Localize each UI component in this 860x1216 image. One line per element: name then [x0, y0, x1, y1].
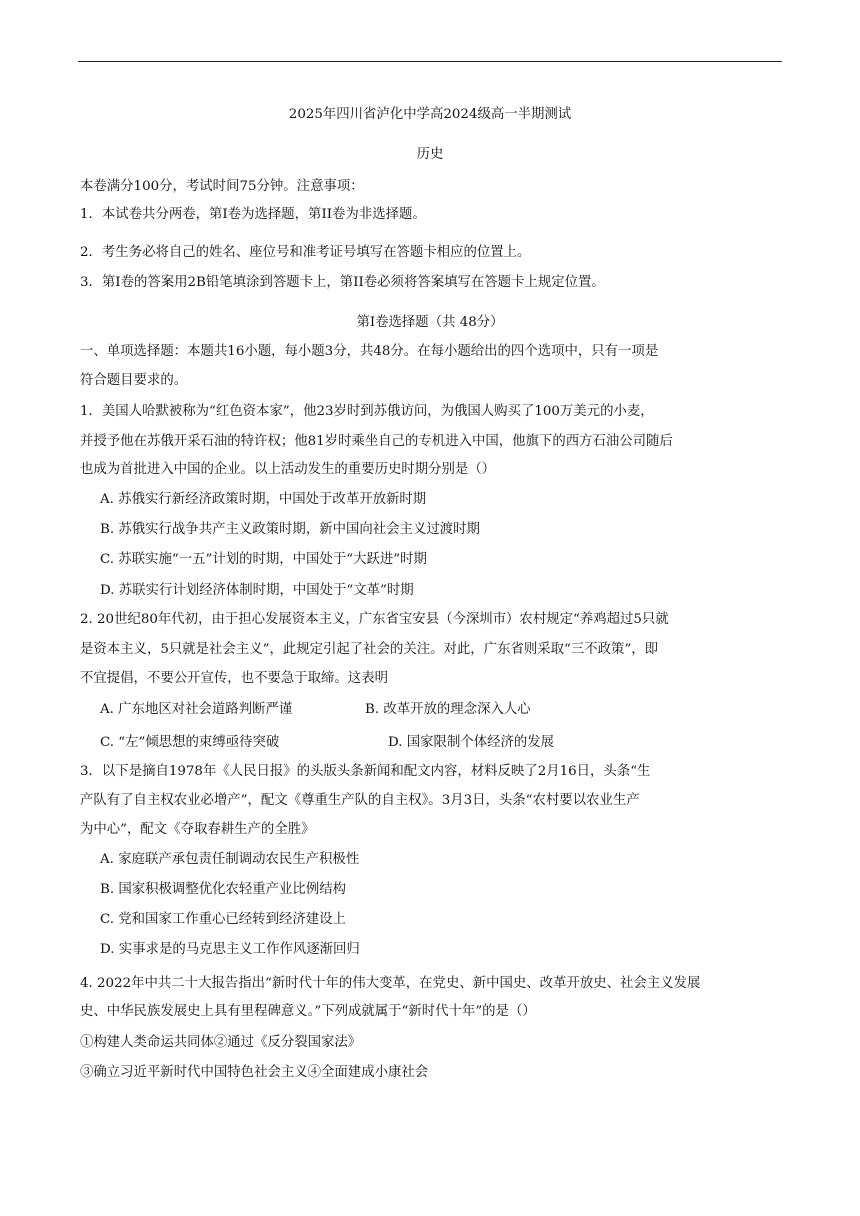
instruction-item: 2．考生务必将自己的姓名、座位号和准考证号填写在答题卡相应的位置上。	[80, 245, 531, 260]
question-3-stem: 3．以下是摘自1978年《人民日报》的头版头条新闻和配文内容，材料反映了2月16日，头条“生	[80, 764, 651, 779]
question-2-option-d: D. 国家限制个体经济的发展	[388, 735, 555, 750]
question-3-option-d: D. 实事求是的马克思主义工作作风逐渐回归	[100, 942, 360, 957]
question-1-option-d: D. 苏联实行计划经济体制时期，中国处于“文革”时期	[100, 583, 414, 598]
exam-title: 2025年四川省泸化中学高2024级高一半期测试	[288, 107, 572, 122]
question-4-item: ③确立习近平新时代中国特色社会主义④全面建成小康社会	[80, 1065, 429, 1080]
instructions-intro: 本卷满分100分，考试时间75分钟。注意事项：	[80, 179, 364, 194]
instruction-item: 3．第I卷的答案用2B铅笔填涂到答题卡上，第II卷必须将答案填写在答题卡上规定位置。	[80, 275, 605, 290]
question-2-option-b: B. 改革开放的理念深入人心	[365, 702, 531, 717]
question-1-option-b: B. 苏俄实行战争共产主义政策时期，新中国向社会主义过渡时期	[100, 522, 480, 537]
question-3-option-c: C. 党和国家工作重心已经转到经济建设上	[100, 912, 346, 927]
question-3-option-a: A. 家庭联产承包责任制调动农民生产积极性	[100, 852, 360, 867]
question-4-item: ①构建人类命运共同体②通过《反分裂国家法》	[80, 1035, 362, 1050]
question-1-stem: 也成为首批进入中国的企业。以上活动发生的重要历史时期分别是（）	[80, 462, 496, 477]
question-2-stem: 2. 20世纪80年代初，由于担心发展资本主义，广东省宝安县（今深圳市）农村规定“养鸡超过5只就	[80, 612, 669, 627]
question-2-stem: 是资本主义，5只就是社会主义”，此规定引起了社会的关注。对此，广东省则采取“三不政策”，即	[80, 642, 659, 657]
question-3-stem: 产队有了自主权农业必增产”，配文《尊重生产队的自主权》。3月3日，头条“农村要以农业生产	[80, 793, 640, 808]
question-4-stem: 4. 2022年中共二十大报告指出“新时代十年的伟大变革，在党史、新中国史、改革开放史、社会主义发展	[80, 976, 701, 991]
question-2-option-c: C. “左”倾思想的束缚亟待突破	[100, 735, 280, 750]
question-2-option-a: A. 广东地区对社会道路判断严谨	[100, 702, 293, 717]
question-1-stem: 1．美国人哈默被称为“红色资本家”，他23岁时到苏俄访问，为俄国人购买了100万美元的小麦，	[80, 404, 654, 419]
question-1-option-a: A. 苏俄实行新经济政策时期，中国处于改革开放新时期	[100, 492, 427, 507]
question-2-stem: 不宜提倡，不要公开宣传，也不要急于取缔。这表明	[80, 671, 388, 686]
subject-title: 历史	[416, 147, 444, 162]
part1-title: 第I卷选择题（共 48分）	[356, 315, 504, 330]
section-intro: 符合题目要求的。	[80, 373, 188, 388]
question-1-stem: 并授予他在苏俄开采石油的特许权；他81岁时乘坐自己的专机进入中国，他旗下的西方石油公司随后	[80, 434, 673, 449]
question-4-stem: 史、中华民族发展史上具有里程碑意义。”下列成就属于“新时代十年”的是（）	[80, 1004, 536, 1019]
section-intro: 一、单项选择题：本题共16小题，每小题3分，共48分。在每小题给出的四个选项中，只有一项是	[80, 344, 659, 359]
header-rule	[78, 61, 782, 62]
question-1-option-c: C. 苏联实施“一五”计划的时期，中国处于“大跃进”时期	[100, 552, 427, 567]
question-3-option-b: B. 国家积极调整优化农轻重产业比例结构	[100, 882, 346, 897]
question-3-stem: 为中心”，配文《夺取春耕生产的全胜》	[80, 822, 315, 837]
instruction-item: 1．本试卷共分两卷，第I卷为选择题，第II卷为非选择题。	[80, 207, 426, 222]
